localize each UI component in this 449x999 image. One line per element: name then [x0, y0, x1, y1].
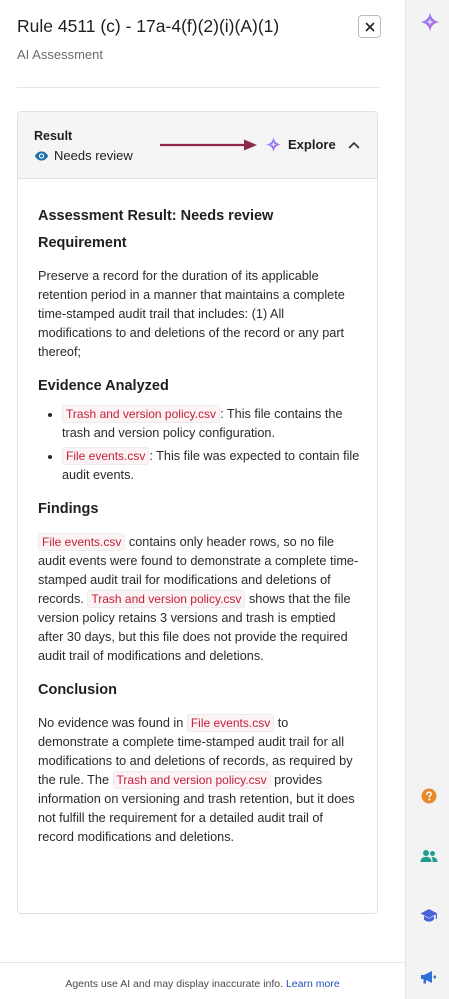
annotation-arrow — [160, 139, 258, 151]
help-icon — [421, 788, 437, 804]
footer-divider — [0, 962, 405, 963]
result-card-header[interactable] — [18, 112, 377, 179]
file-chip[interactable]: Trash and version policy.csv — [113, 771, 271, 789]
graduation-cap-icon — [420, 908, 438, 924]
result-card — [17, 111, 378, 914]
file-chip[interactable]: File events.csv — [187, 714, 274, 732]
rail-sparkle-button[interactable] — [419, 11, 441, 33]
conclusion-part: No evidence was found in — [38, 716, 187, 730]
eye-icon — [34, 151, 49, 161]
header-divider — [17, 87, 380, 88]
findings-heading: Findings — [38, 501, 99, 517]
evidence-list — [38, 405, 360, 485]
file-chip[interactable]: Trash and version policy.csv — [87, 590, 245, 608]
findings-part: contains only header rows, so no file audit events were found to demonstrate a complete time-stamped audit trail for modifications and deletions of records. — [38, 535, 359, 606]
rail-learn-button[interactable] — [420, 907, 438, 925]
learn-more-link[interactable]: Learn more — [285, 978, 340, 990]
file-chip[interactable]: File events.csv — [62, 447, 149, 465]
list-item — [38, 405, 360, 443]
conclusion-heading: Conclusion — [38, 682, 117, 698]
findings-part: shows that the file version policy retains 3 versions and trash is emptied after 30 days, but this file does not provide the required audit trail of modifications and deletions. — [38, 592, 351, 663]
explore-label: Explore — [288, 137, 336, 152]
megaphone-icon — [420, 969, 438, 985]
result-label: Result — [34, 129, 73, 143]
conclusion-part: to demonstrate a complete time-stamped audit trail for all modifications to and deletions of records, as required by the rule. The — [38, 716, 353, 787]
list-item — [38, 447, 360, 485]
sparkle-icon — [419, 10, 441, 34]
footer-disclaimer — [0, 978, 405, 990]
right-rail — [405, 0, 449, 999]
close-icon — [365, 22, 375, 32]
status-text: Needs review — [54, 148, 133, 163]
rail-users-button[interactable] — [420, 847, 438, 865]
users-icon — [420, 849, 438, 863]
file-chip[interactable]: Trash and version policy.csv — [62, 405, 220, 423]
close-button[interactable] — [358, 15, 381, 38]
page-title: Rule 4511 (c) - 17a-4(f)(2)(i)(A)(1) — [17, 16, 280, 36]
sparkle-icon — [265, 136, 282, 153]
rail-announcements-button[interactable] — [420, 968, 438, 986]
evidence-text: : This file contains the trash and version policy configuration. — [62, 407, 343, 440]
conclusion-part: provides information on versioning and trash retention, but it does not fulfill the requirement for a detailed audit trail of record modifications and deletions. — [38, 773, 355, 844]
conclusion-text — [38, 714, 360, 847]
footer-text: Agents use AI and may display inaccurate info. — [65, 978, 284, 990]
file-chip[interactable]: File events.csv — [38, 533, 125, 551]
assessment-body — [38, 206, 360, 847]
requirement-heading: Requirement — [38, 235, 127, 251]
explore-button[interactable] — [265, 136, 336, 153]
evidence-text: : This file was expected to contain file audit events. — [62, 449, 360, 482]
evidence-heading: Evidence Analyzed — [38, 378, 169, 394]
assessment-heading: Assessment Result: Needs review — [38, 208, 274, 224]
rail-help-button[interactable] — [420, 787, 438, 805]
requirement-text: Preserve a record for the duration of its applicable retention period in a manner that maintains a complete time-stamped audit trail that includes: (1) All modifications to and deletions of the record or any part thereof; — [38, 269, 345, 359]
findings-text — [38, 533, 360, 666]
status-row — [34, 148, 133, 163]
page-subtitle: AI Assessment — [17, 47, 103, 62]
chevron-up-icon[interactable] — [347, 138, 361, 152]
